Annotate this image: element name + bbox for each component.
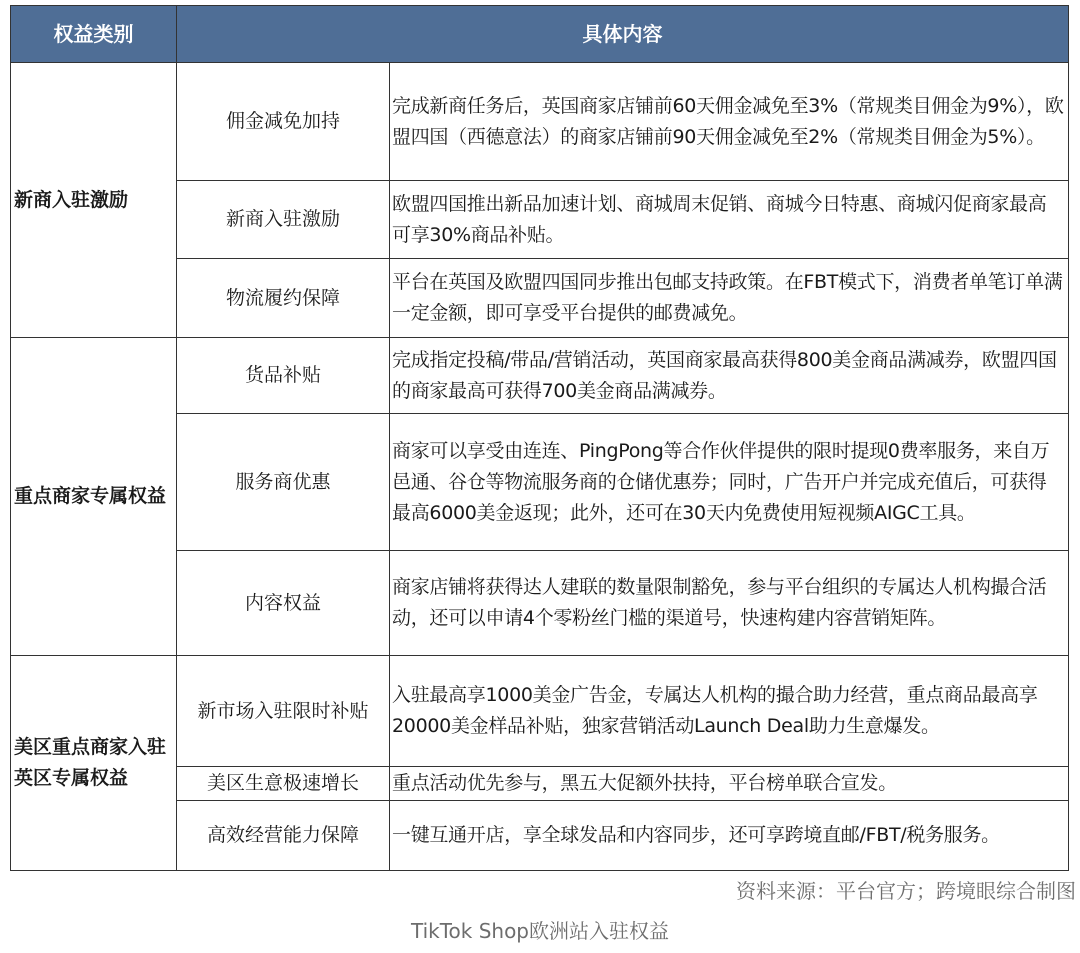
header-content: 具体内容 [177, 6, 1069, 63]
header-category: 权益类别 [11, 6, 177, 63]
category-cell: 重点商家专属权益 [11, 338, 177, 656]
content-cell: 重点活动优先参与，黑五大促额外扶持，平台榜单联合宣发。 [390, 767, 1069, 801]
content-cell: 平台在英国及欧盟四国同步推出包邮支持政策。在FBT模式下，消费者单笔订单满一定金额，即可享受平台提供的邮费减免。 [390, 259, 1069, 338]
subcategory-cell: 货品补贴 [177, 338, 390, 414]
content-cell: 入驻最高享1000美金广告金，专属达人机构的撮合助力经营，重点商品最高享20000美金样品补贴，独家营销活动Launch Deal助力生意爆发。 [390, 656, 1069, 767]
subcategory-cell: 高效经营能力保障 [177, 801, 390, 871]
content-cell: 完成指定投稿/带品/营销活动，英国商家最高获得800美金商品满减券，欧盟四国的商家最高可获得700美金商品满减券。 [390, 338, 1069, 414]
source-note: 资料来源：平台官方；跨境眼综合制图 [736, 879, 1076, 903]
subcategory-cell: 新商入驻激励 [177, 181, 390, 259]
content-cell: 商家店铺将获得达人建联的数量限制豁免，参与平台组织的专属达人机构撮合活动，还可以申请4个零粉丝门槛的渠道号，快速构建内容营销矩阵。 [390, 551, 1069, 656]
content-cell: 一键互通开店，享全球发品和内容同步，还可享跨境直邮/FBT/税务服务。 [390, 801, 1069, 871]
content-cell: 商家可以享受由连连、PingPong等合作伙伴提供的限时提现0费率服务，来自万邑通、谷仓等物流服务商的仓储优惠券；同时，广告开户并完成充值后，可获得最高6000美金返现；此外，还可在30天内免费使用短视频AIGC工具。 [390, 414, 1069, 551]
category-cell: 新商入驻激励 [11, 63, 177, 338]
table-row [11, 656, 1069, 767]
content-cell: 欧盟四国推出新品加速计划、商城周末促销、商城今日特惠、商城闪促商家最高可享30%商品补贴。 [390, 181, 1069, 259]
subcategory-cell: 新市场入驻限时补贴 [177, 656, 390, 767]
table-row [11, 338, 1069, 414]
table-header [11, 6, 1069, 63]
category-cell: 美区重点商家入驻英区专属权益 [11, 656, 177, 871]
subcategory-cell: 内容权益 [177, 551, 390, 656]
subcategory-cell: 服务商优惠 [177, 414, 390, 551]
subcategory-cell: 美区生意极速增长 [177, 767, 390, 801]
figure-caption: TikTok Shop欧洲站入驻权益 [410, 919, 670, 943]
content-cell: 完成新商任务后，英国商家店铺前60天佣金减免至3%（常规类目佣金为9%），欧盟四国（西德意法）的商家店铺前90天佣金减免至2%（常规类目佣金为5%）。 [390, 63, 1069, 181]
subcategory-cell: 物流履约保障 [177, 259, 390, 338]
benefits-table [10, 5, 1069, 871]
subcategory-cell: 佣金减免加持 [177, 63, 390, 181]
table-row [11, 63, 1069, 181]
